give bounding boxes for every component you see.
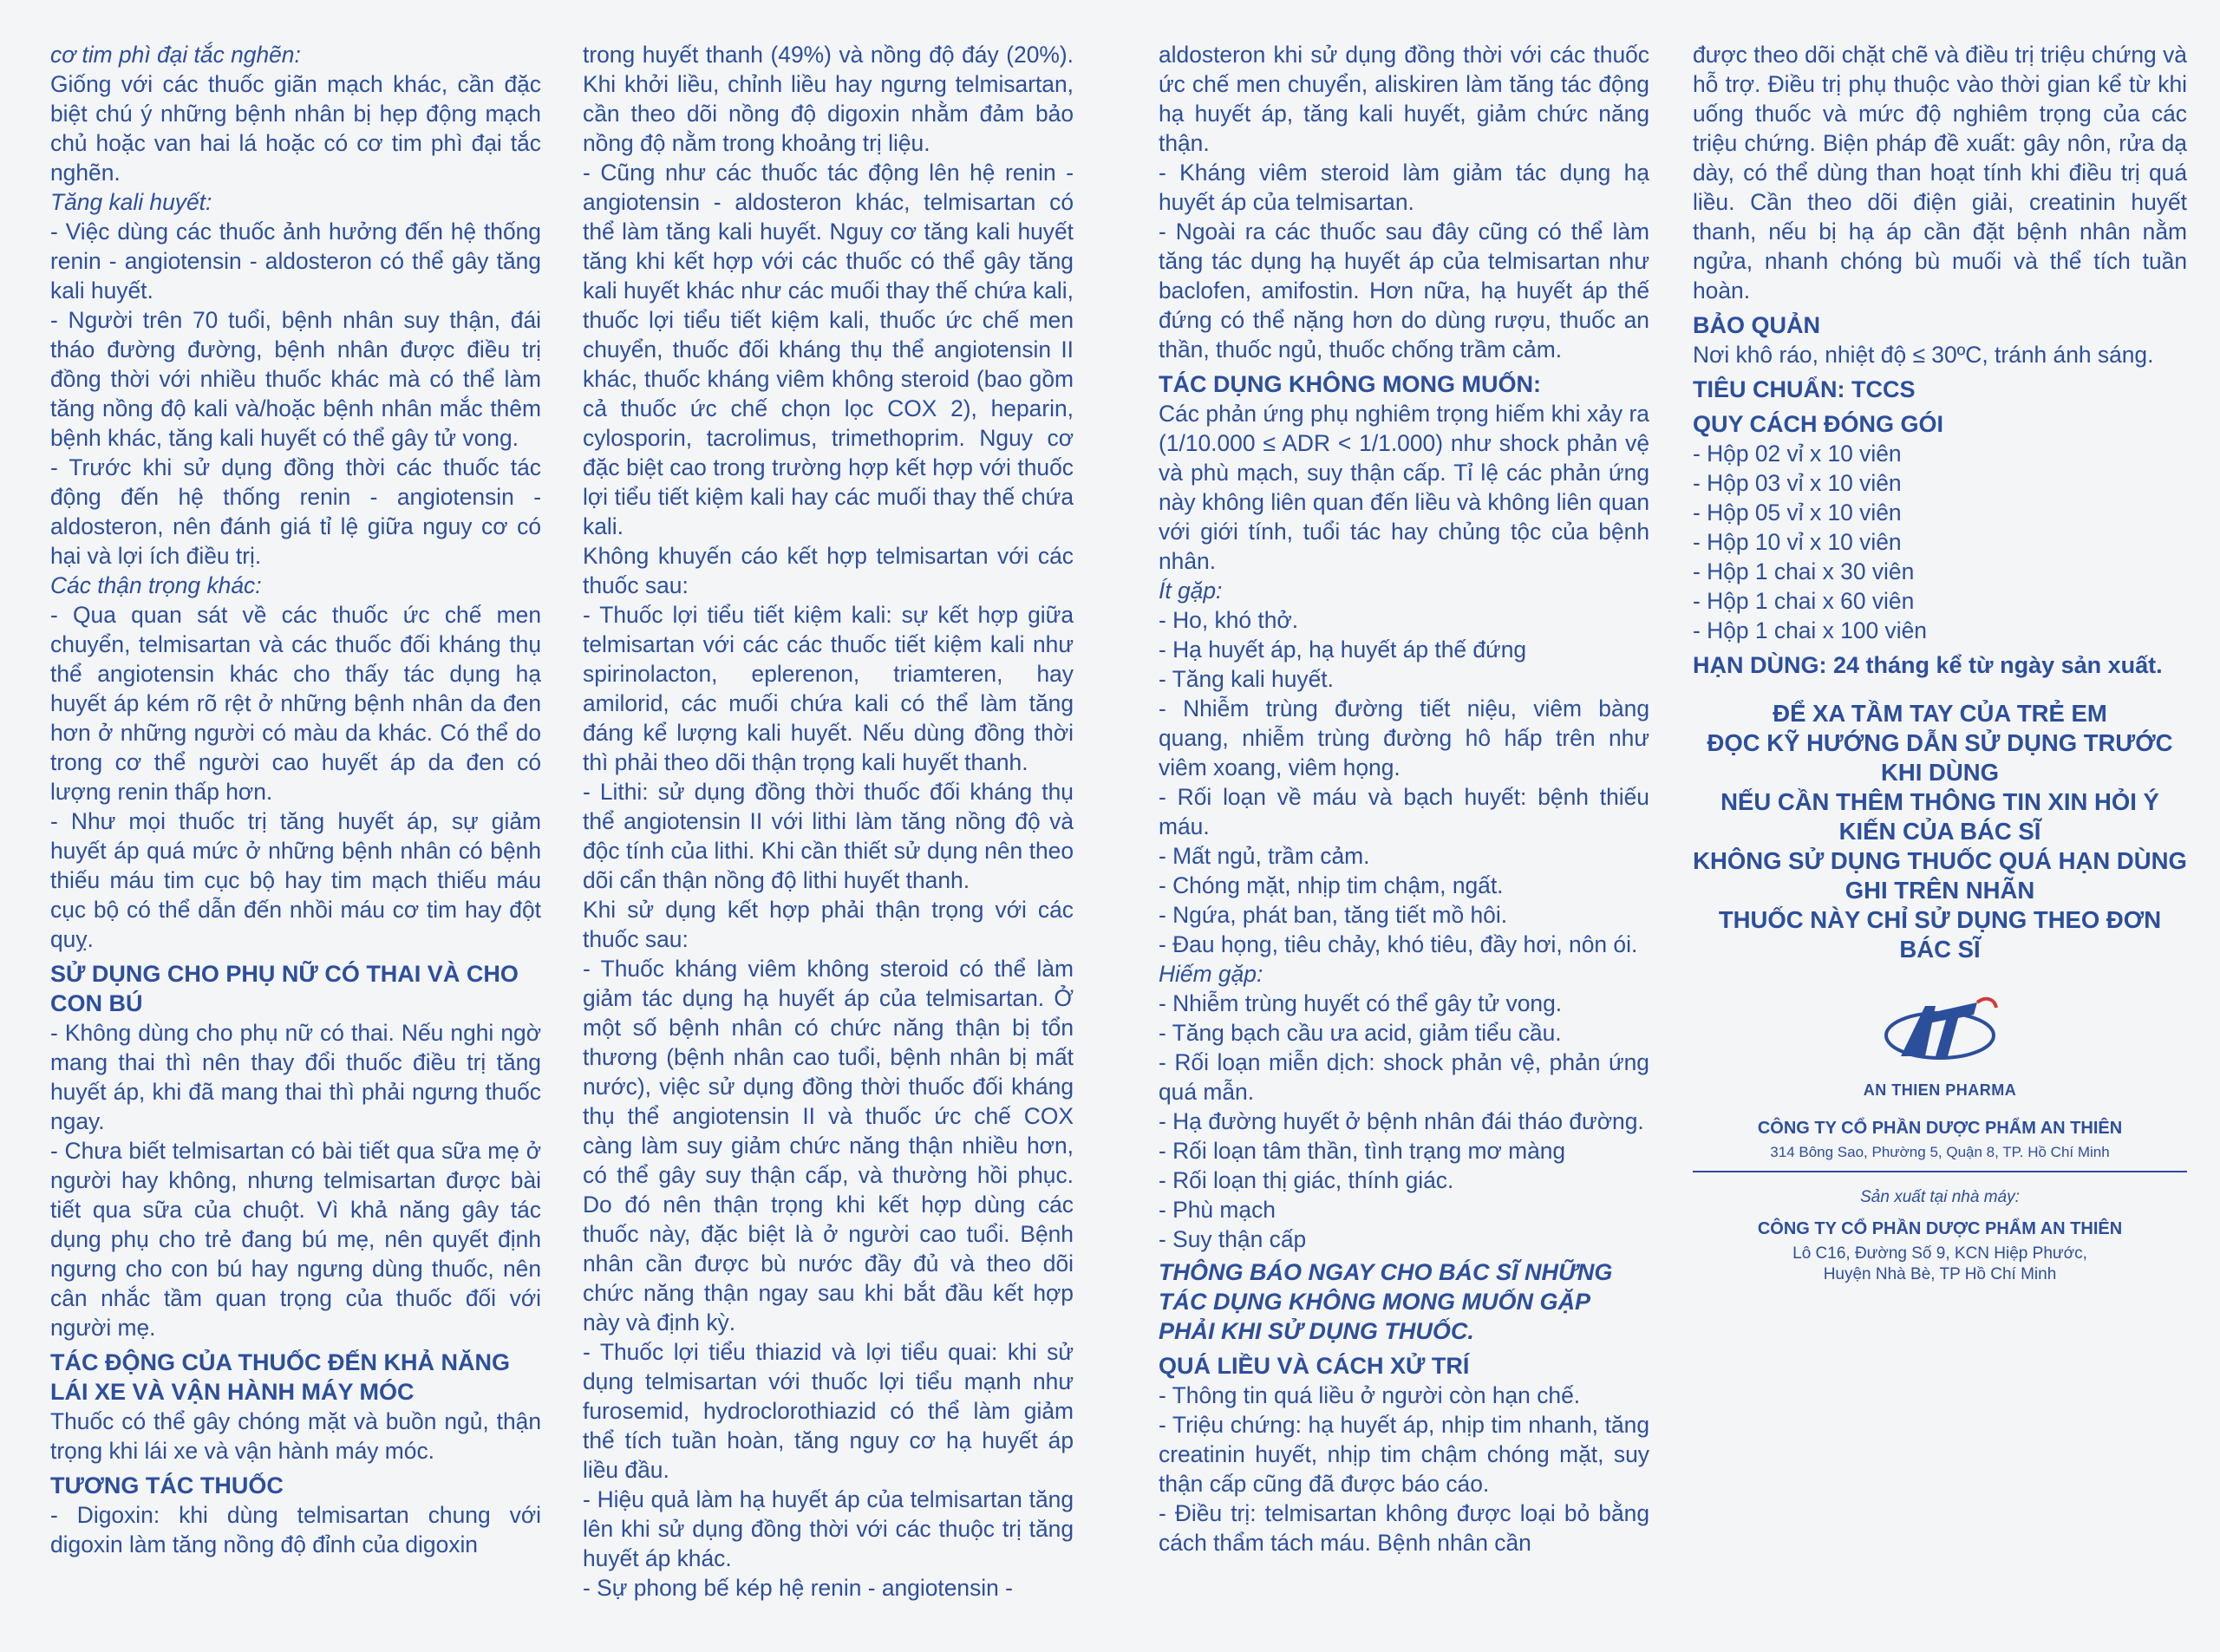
paragraph: - Lithi: sử dụng đồng thời thuốc đối kháng thụ thể angiotensin II với lithi làm tăng nồng độ và độc tính của lithi. Khi cần thiết sử dụng nên theo dõi cẩn thận nồng độ lithi huyết thanh. (583, 779, 1074, 893)
warning-line: THUỐC NÀY CHỈ SỬ DỤNG THEO ĐƠN BÁC SĨ (1718, 906, 2162, 963)
subheading: Ít gặp: (1159, 578, 1223, 604)
paragraph: được theo dõi chặt chẽ và điều trị triệu chứng và hỗ trợ. Điều trị phụ thuộc vào thời gian kể từ khi uống thuốc và mức độ nghiêm trọng của các triệu chứng. Biện pháp đề xuất: gây nôn, rửa dạ dày, có thể dùng than hoạt tính khi điều trị quá liều. Cần theo dõi điện giải, creatinin huyết thanh, nếu bị hạ áp cần đặt bệnh nhân nằm ngửa, nhanh chóng bù muối và thể tích tuần hoàn. (1693, 42, 2187, 304)
paragraph: - Phù mạch (1159, 1197, 1276, 1223)
section-heading: BẢO QUẢN (1693, 312, 1820, 338)
subheading: Các thận trọng khác: (50, 572, 262, 598)
paragraph: trong huyết thanh (49%) và nồng độ đáy (20%). Khi khởi liều, chỉnh liều hay ngưng telmisartan, cần theo dõi nồng độ digoxin nhằm đảm bảo nồng độ nằm trong khoảng trị liệu. (583, 42, 1074, 156)
paragraph: - Rối loạn miễn dịch: shock phản vệ, phản ứng quá mẫn. (1159, 1049, 1649, 1105)
an-thien-logo-icon (1875, 994, 2005, 1072)
paragraph: - Hộp 1 chai x 30 viên (1693, 558, 1915, 584)
paragraph: - Hộp 03 vỉ x 10 viên (1693, 470, 1902, 496)
logo-name: AN THIEN PHARMA (1863, 1081, 2017, 1099)
paragraph: - Không dùng cho phụ nữ có thai. Nếu nghi ngờ mang thai thì nên thay đổi thuốc điều trị tăng huyết áp, khi đã mang thai thì phải ngưng thuốc ngay. (50, 1020, 541, 1134)
subheading: Hiếm gặp: (1159, 961, 1263, 987)
column-3 (1159, 40, 1649, 1557)
paragraph: - Ngoài ra các thuốc sau đây cũng có thể làm tăng tác dụng hạ huyết áp của telmisartan như baclofen, amifostin. Hơn nữa, hạ huyết áp thế đứng có thể nặng hơn do dùng rượu, thuốc an thần, thuốc ngủ, thuốc chống trầm cảm. (1159, 219, 1649, 362)
paragraph: - Rối loạn về máu và bạch huyết: bệnh thiếu máu. (1159, 784, 1649, 839)
section-heading: TÁC ĐỘNG CỦA THUỐC ĐẾN KHẢ NĂNG LÁI XE VÀ VẬN HÀNH MÁY MÓC (50, 1349, 510, 1405)
paragraph: - Chóng mặt, nhịp tim chậm, ngất. (1159, 872, 1504, 898)
paragraph: - Hạ huyết áp, hạ huyết áp thế đứng (1159, 637, 1527, 663)
made-at-label: Sản xuất tại nhà máy: (1860, 1188, 2020, 1206)
column-4-text (1693, 40, 2187, 680)
section-heading: TÁC DỤNG KHÔNG MONG MUỐN: (1159, 371, 1541, 397)
paragraph: - Kháng viêm steroid làm giảm tác dụng hạ huyết áp của telmisartan. (1159, 160, 1649, 215)
section-heading: QUÁ LIỀU VÀ CÁCH XỬ TRÍ (1159, 1353, 1470, 1379)
paragraph: - Ngứa, phát ban, tăng tiết mồ hôi. (1159, 902, 1508, 928)
company-footer (1693, 994, 2187, 1285)
paragraph: - Thuốc lợi tiểu tiết kiệm kali: sự kết hợp giữa telmisartan với các các thuốc tiết kiệm kali như spirinolacton, eplerenon, triamteren, hay amilorid, các muối chứa kali có thể làm tăng đáng kể lượng kali huyết. Nếu dùng đồng thời thì phải theo dõi thận trọng kali huyết thanh. (583, 602, 1074, 775)
paragraph: - Hộp 02 vỉ x 10 viên (1693, 441, 1902, 467)
paragraph: - Thuốc kháng viêm không steroid có thể làm giảm tác dụng hạ huyết áp của telmisartan. Ở một số bệnh nhân có chức năng thận bị tổn thương (bệnh nhân cao tuổi, bệnh nhân bị mất nước), việc sử dụng đồng thời thuốc đối kháng thụ thể angiotensin II và thuốc ức chế COX càng làm suy giảm chức năng thận nhiều hơn, có thể gây suy thận cấp, và thường hồi phục. Do đó nên thận trọng khi kết hợp dùng các thuốc này, đặc biệt là ở người cao tuổi. Bệnh nhân cần được bù nước đầy đủ và theo dõi chức năng thận ngay sau khi bắt đầu kết hợp này và định kỳ. (583, 956, 1074, 1335)
paragraph: - Điều trị: telmisartan không được loại bỏ bằng cách thẩm tách máu. Bệnh nhân cần (1159, 1500, 1649, 1556)
paragraph: - Hiệu quả làm hạ huyết áp của telmisartan tăng lên khi sử dụng đồng thời với các thuộc trị tăng huyết áp khác. (583, 1486, 1074, 1571)
column-1 (50, 40, 541, 1559)
subheading: cơ tim phì đại tắc nghẽn: (50, 42, 301, 68)
paragraph: - Hộp 1 chai x 60 viên (1693, 588, 1915, 614)
section-heading: SỬ DỤNG CHO PHỤ NỮ CÓ THAI VÀ CHO CON BÚ (50, 961, 519, 1016)
paragraph: Các phản ứng phụ nghiêm trọng hiếm khi xảy ra (1/10.000 ≤ ADR < 1/1.000) như shock phản vệ và phù mạch, suy thận cấp. Tỉ lệ các phản ứng này không liên quan đến liều và không liên quan với giới tính, tuổi tác hay chủng tộc của bệnh nhân. (1159, 401, 1649, 574)
paragraph: - Đau họng, tiêu chảy, khó tiêu, đầy hơi, nôn ói. (1159, 931, 1638, 957)
warning-block (1693, 699, 2187, 964)
paragraph: - Hộp 05 vỉ x 10 viên (1693, 500, 1902, 526)
factory-address-line-1: Lô C16, Đường Số 9, KCN Hiệp Phước, (1792, 1244, 2087, 1263)
warning-line: ĐỂ XA TẦM TAY CỦA TRẺ EM (1773, 700, 2107, 727)
paragraph: - Triệu chứng: hạ huyết áp, nhịp tim nhanh, tăng creatinin huyết, nhịp tim chậm chóng mặt, suy thận cấp cũng đã được báo cáo. (1159, 1412, 1649, 1497)
paragraph: Giống với các thuốc giãn mạch khác, cần đặc biệt chú ý những bệnh nhân bị hẹp động mạch chủ hoặc van hai lá hoặc có cơ tim phì đại tắc nghẽn. (50, 71, 541, 186)
company-name: CÔNG TY CỔ PHẦN DƯỢC PHẨM AN THIÊN (1757, 1119, 2123, 1138)
paragraph: - Cũng như các thuốc tác động lên hệ renin - angiotensin - aldosteron khác, telmisartan có thể làm tăng kali huyết. Nguy cơ tăng kali huyết tăng khi kết hợp với các thuốc có thể gây tăng kali huyết khác như các muối thay thế chứa kali, thuốc lợi tiểu tiết kiệm kali, thuốc ức chế men chuyển, thuốc đối kháng thụ thể angiotensin II khác, thuốc kháng viêm không steroid (bao gồm cả thuốc ức chế chọn lọc COX 2), heparin, cylosporin, tacrolimus, trimethoprim. Nguy cơ đặc biệt cao trong trường hợp kết hợp với thuốc lợi tiểu tiết kiệm kali hay các muối thay thế chứa kali. (583, 160, 1074, 539)
paragraph: - Hạ đường huyết ở bệnh nhân đái tháo đường. (1159, 1108, 1644, 1134)
section-heading: TƯƠNG TÁC THUỐC (50, 1472, 284, 1499)
paragraph: - Digoxin: khi dùng telmisartan chung với digoxin làm tăng nồng độ đỉnh của digoxin (50, 1502, 541, 1557)
paragraph: - Như mọi thuốc trị tăng huyết áp, sự giảm huyết áp quá mức ở những bệnh nhân có bệnh thiếu máu tim cục bộ hay tim mạch thiếu máu cục bộ có thể dẫn đến nhồi máu cơ tim hay đột quỵ. (50, 808, 541, 952)
paragraph: - Thuốc lợi tiểu thiazid và lợi tiểu quai: khi sử dụng telmisartan với thuốc lợi tiểu mạnh như furosemid, hydroclorothiazid có thể làm giảm thể tích tuần hoàn, tăng nguy cơ hạ huyết áp liều đầu. (583, 1339, 1074, 1483)
warning-line: ĐỌC KỸ HƯỚNG DẪN SỬ DỤNG TRƯỚC KHI DÙNG (1707, 729, 2173, 786)
paragraph: - Rối loạn tâm thần, tình trạng mơ màng (1159, 1138, 1566, 1164)
company-logo (1693, 994, 2187, 1105)
paragraph: - Hộp 10 vỉ x 10 viên (1693, 529, 1902, 555)
paragraph: aldosteron khi sử dụng đồng thời với các thuốc ức chế men chuyển, aliskiren làm tăng tác động hạ huyết áp, tăng kali huyết, giảm chức năng thận. (1159, 42, 1649, 156)
paragraph: Nơi khô ráo, nhiệt độ ≤ 30ºC, tránh ánh sáng. (1693, 342, 2154, 368)
paragraph: - Qua quan sát về các thuốc ức chế men chuyển, telmisartan và các thuốc đối kháng thụ thể angiotensin khác cho thấy tác dụng hạ huyết áp kém rõ rệt ở những bệnh nhân da đen hơn ở những người có màu da khác. Có thể do trong cơ thể người cao huyết áp da đen có lượng renin thấp hơn. (50, 602, 541, 805)
paragraph: - Hộp 1 chai x 100 viên (1693, 617, 1927, 643)
factory-address-line-2: Huyện Nhà Bè, TP Hồ Chí Minh (1823, 1265, 2057, 1283)
paragraph: Thuốc có thể gây chóng mặt và buồn ngủ, thận trọng khi lái xe và vận hành máy móc. (50, 1408, 541, 1464)
company-address: 314 Bông Sao, Phường 5, Quận 8, TP. Hồ Chí Minh (1770, 1144, 2110, 1160)
paragraph: - Việc dùng các thuốc ảnh hưởng đến hệ thống renin - angiotensin - aldosteron có thể gây tăng kali huyết. (50, 219, 541, 304)
paragraph: - Rối loạn thị giác, thính giác. (1159, 1167, 1454, 1193)
column-2 (583, 40, 1074, 1603)
subheading: THÔNG BÁO NGAY CHO BÁC SĨ NHỮNG TÁC DỤNG KHÔNG MONG MUỐN GẶP PHẢI KHI SỬ DỤNG THUỐC. (1159, 1259, 1613, 1344)
paragraph: - Nhiễm trùng đường tiết niệu, viêm bàng quang, nhiễm trùng đường hô hấp trên như viêm xoang, viêm họng. (1159, 695, 1649, 780)
warning-line: KHÔNG SỬ DỤNG THUỐC QUÁ HẠN DÙNG GHI TRÊN NHÃN (1693, 847, 2187, 904)
subheading: Tăng kali huyết: (50, 189, 212, 215)
paragraph: - Ho, khó thở. (1159, 607, 1299, 633)
paragraph: - Người trên 70 tuổi, bệnh nhân suy thận, đái tháo đường đường, bệnh nhân được điều trị đồng thời với nhiều thuốc khác mà có thể làm tăng nồng độ kali và/hoặc bệnh nhân mắc thêm bệnh khác, tăng kali huyết có thể gây tử vong. (50, 307, 541, 451)
paragraph: - Thông tin quá liều ở người còn hạn chế. (1159, 1382, 1581, 1408)
paragraph: - Tăng bạch cầu ưa acid, giảm tiểu cầu. (1159, 1020, 1562, 1046)
section-heading: HẠN DÙNG: 24 tháng kể từ ngày sản xuất. (1693, 652, 2163, 678)
paragraph: - Suy thận cấp (1159, 1226, 1307, 1252)
warning-line: NẾU CẦN THÊM THÔNG TIN XIN HỎI Ý KIẾN CỦA BÁC SĨ (1720, 788, 2159, 845)
paragraph: - Trước khi sử dụng đồng thời các thuốc tác động đến hệ thống renin - angiotensin - aldosteron, nên đánh giá tỉ lệ giữa nguy cơ có hại và lợi ích điều trị. (50, 454, 541, 569)
paragraph: Không khuyến cáo kết hợp telmisartan với các thuốc sau: (583, 543, 1074, 598)
divider (1693, 1171, 2187, 1172)
section-heading: QUY CÁCH ĐÓNG GÓI (1693, 411, 1944, 437)
column-4 (1693, 40, 2187, 1285)
paragraph: - Tăng kali huyết. (1159, 666, 1334, 692)
paragraph: - Chưa biết telmisartan có bài tiết qua sữa mẹ ở người hay không, nhưng telmisartan được bài tiết qua sữa của chuột. Vì khả năng gây tác dụng phụ cho trẻ đang bú mẹ, nên quyết định ngưng cho con bú hay ngưng dùng thuốc, nên cân nhắc tầm quan trọng của thuốc đối với người mẹ. (50, 1138, 541, 1341)
paragraph: Khi sử dụng kết hợp phải thận trọng với các thuốc sau: (583, 897, 1074, 952)
manufacturer-name: CÔNG TY CỔ PHẦN DƯỢC PHẨM AN THIÊN (1757, 1219, 2123, 1238)
paragraph: - Nhiễm trùng huyết có thể gây tử vong. (1159, 990, 1563, 1016)
paragraph: - Sự phong bế kép hệ renin - angiotensin - (583, 1575, 1013, 1601)
section-heading: TIÊU CHUẨN: TCCS (1693, 376, 1916, 402)
paragraph: - Mất ngủ, trầm cảm. (1159, 843, 1370, 869)
